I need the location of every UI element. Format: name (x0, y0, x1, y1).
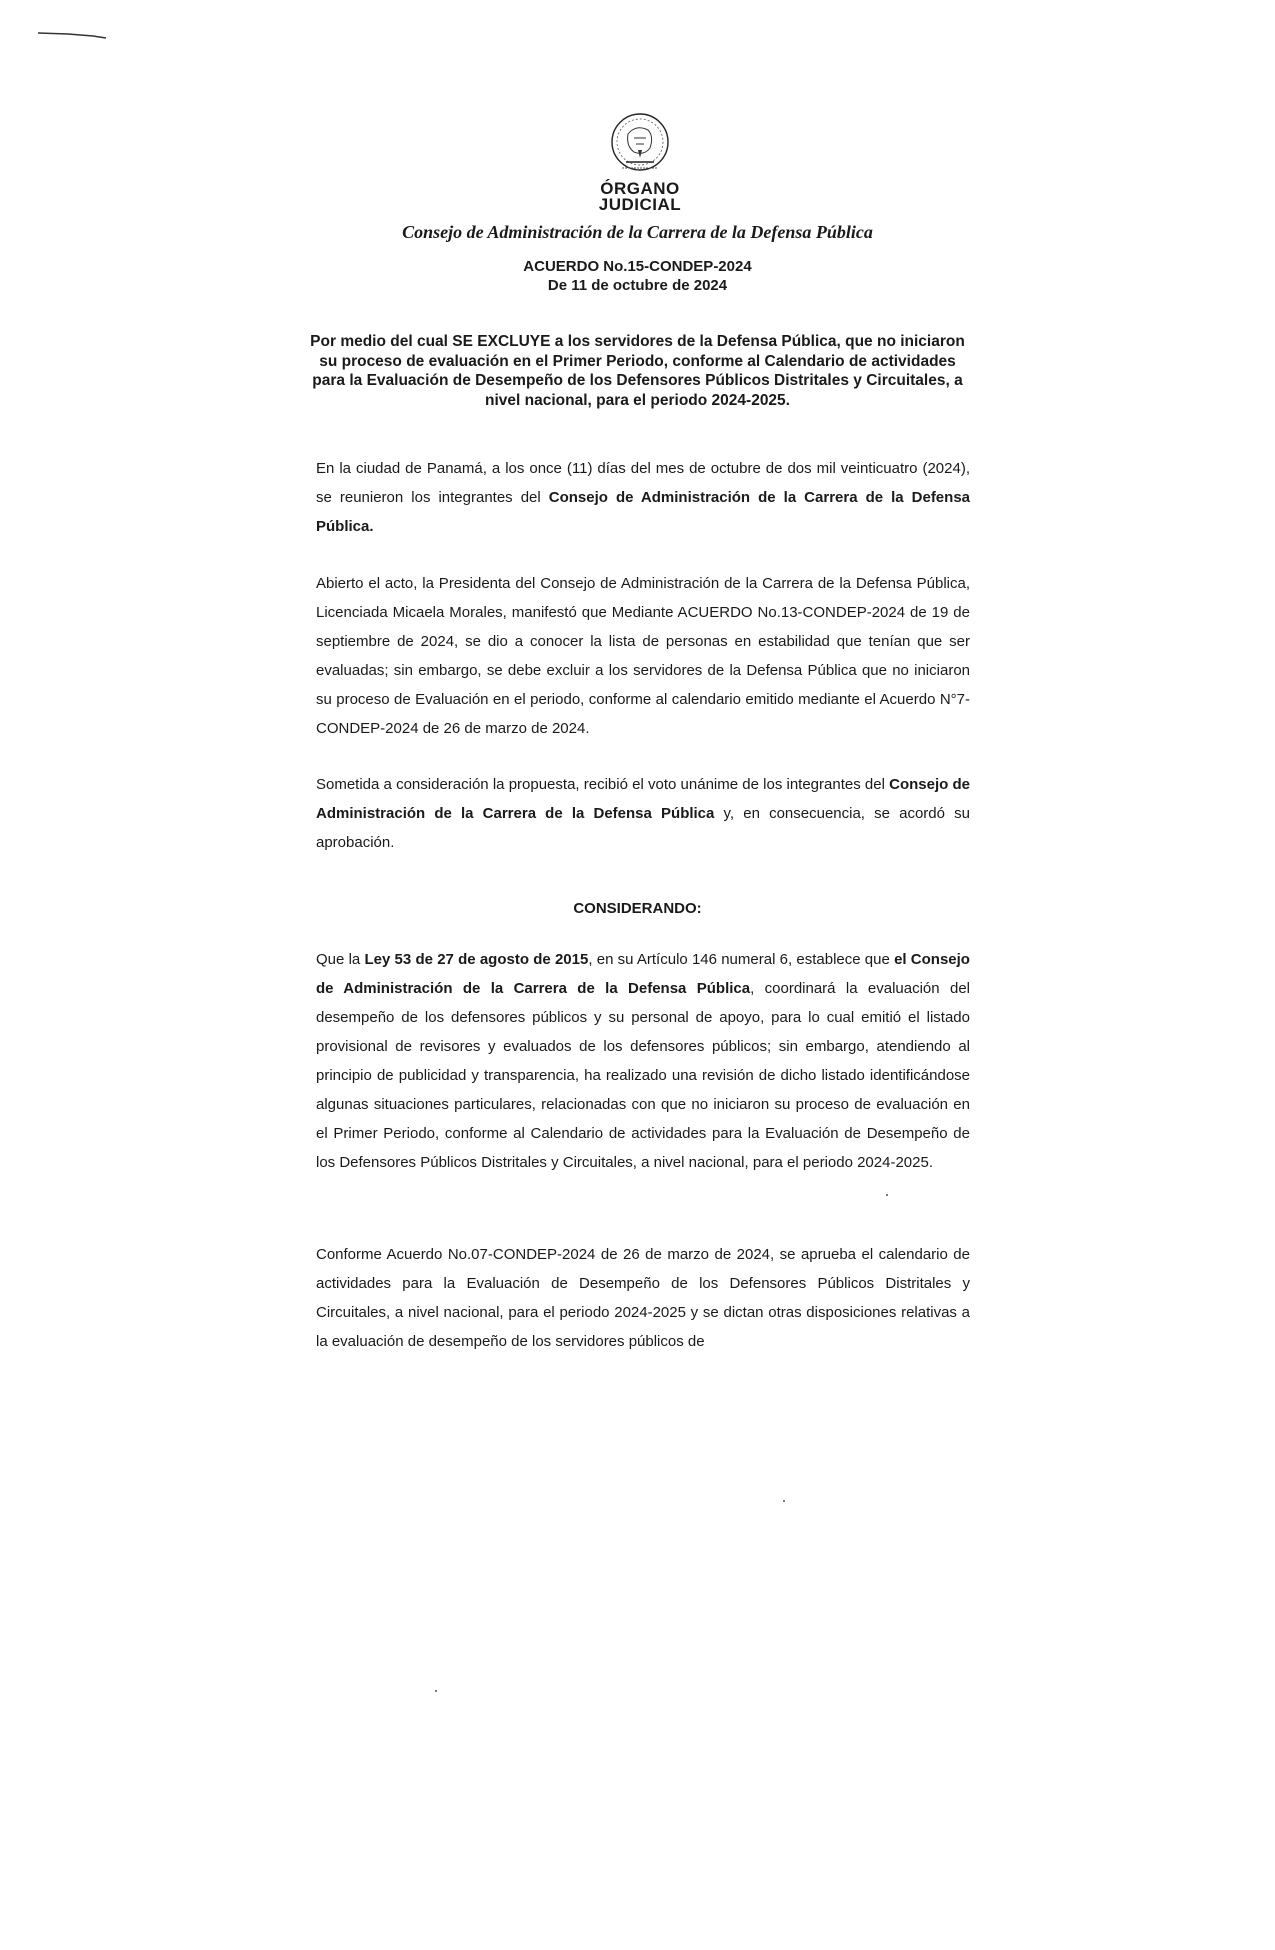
paragraph-bold: Consejo de Administración de la Carrera de la Defensa Pública (316, 776, 970, 822)
paragraph-vote (316, 770, 970, 857)
paragraph-bold: Ley 53 de 27 de agosto de 2015 (364, 951, 589, 968)
judicial-seal-icon (600, 104, 680, 184)
org-name-line2: JUDICIAL (598, 195, 682, 214)
paragraph-text: En la ciudad de Panamá, a los once (11) días del mes de octubre de dos mil veinticuatro (2024), se reunieron los integrantes del (316, 460, 970, 506)
paragraph-text: Que la (316, 951, 365, 968)
scan-speck (783, 1500, 785, 1502)
paragraph-bold: Consejo de Administración de la Carrera de la Defensa Pública. (316, 489, 970, 535)
document-title: ACUERDO No.15-CONDEP-2024 (523, 258, 752, 275)
scan-speck (886, 1194, 888, 1196)
scan-speck (435, 1690, 437, 1692)
org-name-line1: ÓRGANO (600, 179, 680, 198)
paragraph-considerando-1 (316, 945, 970, 1177)
council-name: Consejo de Administración de la Carrera de la Defensa Pública (402, 222, 873, 242)
considerando-heading: CONSIDERANDO: (573, 900, 702, 917)
paragraph-considerando-2: Conforme Acuerdo No.07-CONDEP-2024 de 26 de marzo de 2024, se aprueba el calendario de actividades para la Evaluación de Desempeño de los Defensores Públicos Distritales y Circuitales, a nivel nacional, para el periodo 2024-2025 y se dictan otras disposiciones relativas a la evaluación de desempeño de los servidores públicos de (316, 1246, 970, 1350)
scan-mark (38, 30, 108, 40)
paragraph-opening (316, 454, 970, 541)
paragraph-act: Abierto el acto, la Presidenta del Consejo de Administración de la Carrera de la Defensa Pública, Licenciada Micaela Morales, manifestó que Mediante ACUERDO No.13-CONDEP-2024 de 19 de septiembre de 2024, se dio a conocer la lista de personas en estabilidad que tenían que ser evaluadas; sin embargo, se debe excluir a los servidores de la Defensa Pública que no iniciaron su proceso de Evaluación en el periodo, conforme al calendario emitido mediante el Acuerdo N°7-CONDEP-2024 de 26 de marzo de 2024. (316, 575, 970, 737)
paragraph-text: , en su Artículo 146 numeral 6, establece que (588, 951, 895, 968)
subject-text: a los servidores de la Defensa Pública, que no iniciaron su proceso de evaluación en el Primer Periodo, conforme al Calendario de actividades para la Evaluación de Desempeño de los Defensores Públicos Distritales y Circuitales, a nivel nacional, para el periodo 2024-2025. (312, 333, 965, 409)
paragraph-text: y, en consecuencia, se acordó su aprobación. (316, 805, 970, 851)
paragraph-text: , coordinará la evaluación del desempeño de los defensores públicos y su personal de apoyo, para lo cual emitió el listado provisional de revisores y evaluados de los defensores públicos; sin embargo, atendiendo al principio de publicidad y transparencia, ha realizado una revisión de dicho listado identificándose algunas situaciones particulares, relacionadas con que no iniciaron su proceso de evaluación en el Primer Periodo, conforme al Calendario de actividades para la Evaluación de Desempeño de los Defensores Públicos Distritales y Circuitales, a nivel nacional, para el periodo 2024-2025. (316, 980, 970, 1171)
paragraph-text: Sometida a consideración la propuesta, recibió el voto unánime de los integrantes del (316, 776, 890, 793)
document-date: De 11 de octubre de 2024 (547, 277, 728, 294)
subject-bold: Por medio del cual SE EXCLUYE (310, 333, 551, 350)
paragraph-bold: el Consejo de Administración de la Carrera de la Defensa Pública (316, 951, 970, 997)
document-subject (310, 332, 965, 410)
